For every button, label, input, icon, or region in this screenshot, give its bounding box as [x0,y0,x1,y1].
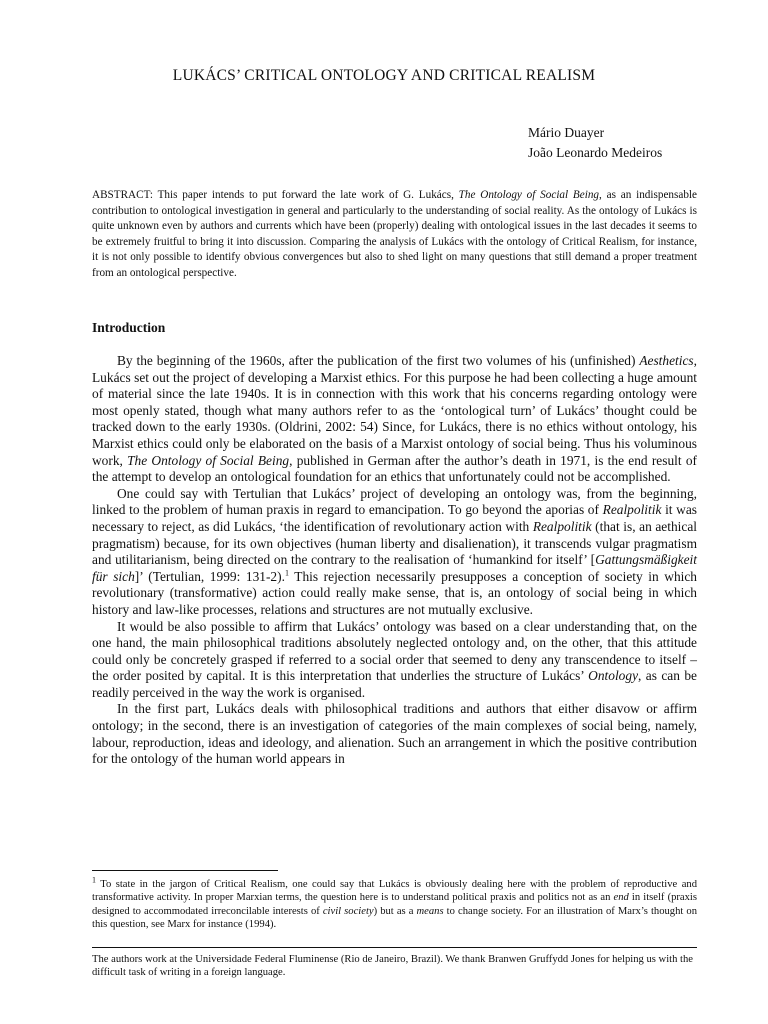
body-text [92,353,697,768]
section-heading: Introduction [92,320,166,335]
paragraph: In the first part, Lukács deals with philosophical traditions and authors that either disavow or affirm ontology; in the second, there is an investigation of categories of the main complexes of social being, namely, labour, reproduction, ideas and ideology, and alienation. Such an arrangement in which the positive contribution for the ontology of the human world appears in [92,701,697,767]
paper-title: LUKÁCS’ CRITICAL ONTOLOGY AND CRITICAL REALISM [172,67,596,84]
footnote-mark: 1 [92,875,96,885]
paragraph: One could say with Tertulian that Lukács’ project of developing an ontology was, from the beginning, linked to the problem of human praxis in regard to emancipation. To go beyond the aporias of Realpolitik it was necessary to reject, as did Lukács, ‘the identification of revolutionary action with Realpolitik (that is, an aethical pragmatism) because, for its own objectives (human liberty and disalienation), it transcends vulgar pragmatism and utilitarianism, being directed on the contrary to the realisation of ‘humankind for itself’ [Gattungsmäßigkeit für sich]’ (Tertulian, 1999: 131-2).$^1$ This rejection necessarily presupposes a conception of society in which revolutionary (transformative) action could really make sense, that is, an ontology of social being in which history and law-like processes, relations and structures are not mutually exclusive. [92,485,698,617]
work-title: The Ontology of Social Being [458,189,600,201]
abstract: ABSTRACT: This paper intends to put forward the late work of G. Lukács, The Ontology of Social Being, as an indispensable contribution to ontological investigation in general and particularly to the understanding of social reality. As the ontology of Lukács is quite unknown even by authors and currents which have been (properly) dealing with ontological issues in the last decades it seems to be extremely fruitful to bring it into discussion. Comparing the analysis of Lukács with the ontology of Critical Realism, for instance, it is not only possible to identify obvious convergences but also to shed light on many questions that still demand a proper treatment from an ontological perspective. [92,189,697,279]
author-name: Mário Duayer [528,125,605,140]
paragraph: By the beginning of the 1960s, after the publication of the first two volumes of his (unfinished) Aesthetics, Lukács set out the project of developing a Marxist ethics. For this purpose he had been collecting a huge amount of material since the late 1940s. It is in connection with this work that his concerns regarding ontology were most openly stated, though what many authors refer to as the ‘ontological turn’ of Lukács’ thought could be tracked down to the early 1930s. (Oldrini, 2002: 54) Since, for Lukács, there is no ethics without ontology, his Marxist ethics could only be elaborated on the basis of a Marxist ontology of social being. Thus his voluminous work, The Ontology of Social Being, published in German after the author’s death in 1971, is the end result of the attempt to develop an ontological foundation for an ethics that unfortunately could not be accomplished. [92,353,697,485]
footer-divider [92,947,697,948]
author-name: João Leonardo Medeiros [528,145,663,160]
abstract-label: ABSTRACT: [92,189,153,201]
footnote-divider [92,870,278,871]
author-affiliation-note: The authors work at the Universidade Federal Fluminense (Rio de Janeiro, Brazil). We thank Branwen Gruffydd Jones for helping us with the difficult task of writing in a foreign language. [92,954,693,979]
author-list [528,123,662,163]
paragraph: It would be also possible to affirm that Lukács’ ontology was based on a clear understanding that, on the one hand, the main philosophical traditions absolutely neglected ontology and, on the other, that this attitude could only be concretely grasped if referred to a social order that seemed to deny any transcendence to itself – the order posited by capital. It is this interpretation that underlies the structure of Lukács’ Ontology, as can be readily perceived in the way the work is organised. [92,618,697,700]
footnote-reference[interactable]: 1 [284,568,289,578]
footnote: $^1$ To state in the jargon of Critical Realism, one could say that Lukács is obviously dealing here with the problem of reproductive and transformative activity. In proper Marxian terms, the question here is to understand political praxis and politics not as an end in itself (praxis designed to accommodated irreconcilable interests of civil society) but as a means to change society. For an illustration of Marx’s thought on this question, see Marx for instance (1994). [92,875,698,931]
